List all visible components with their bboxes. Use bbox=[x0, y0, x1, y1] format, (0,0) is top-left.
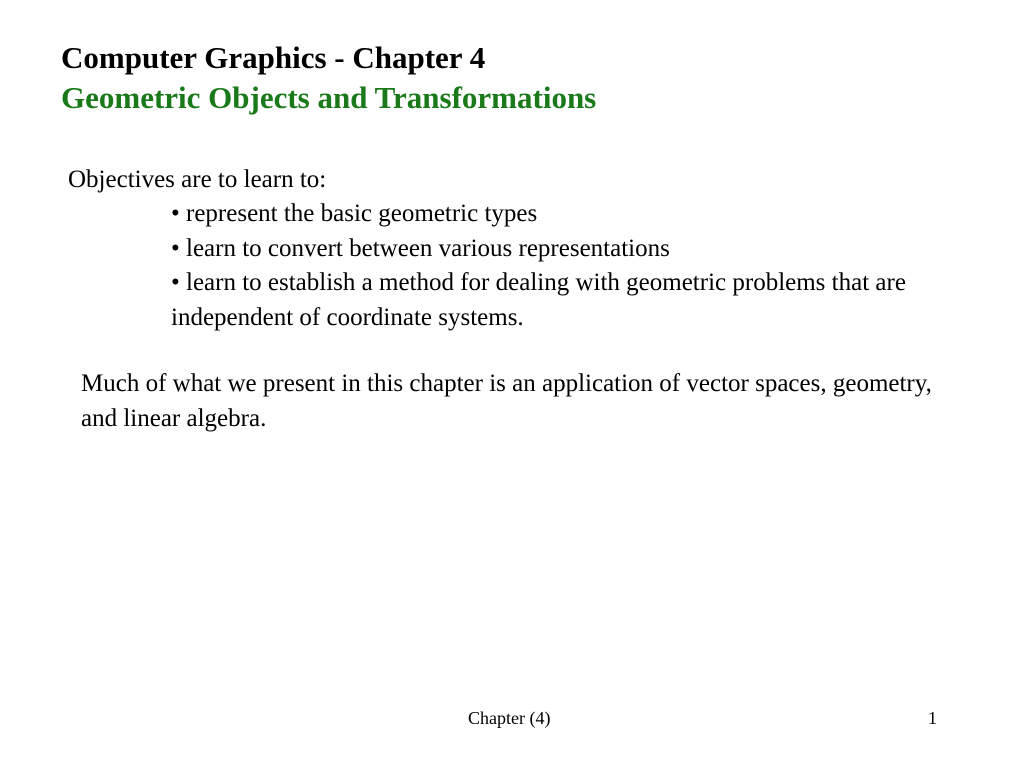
objective-item: • learn to establish a method for dealing with geometric problems that are independent of coordinate systems. bbox=[171, 269, 906, 331]
summary-paragraph: Much of what we present in this chapter is an application of vector spaces, geometry, and linear algebra. bbox=[81, 370, 932, 432]
objectives-list bbox=[171, 197, 971, 335]
objective-item: • learn to convert between various representations bbox=[171, 234, 670, 262]
slide-title: Computer Graphics - Chapter 4 bbox=[61, 40, 486, 75]
objectives-intro: Objectives are to learn to: bbox=[68, 166, 327, 193]
objective-item: • represent the basic geometric types bbox=[171, 200, 538, 227]
slide-subtitle: Geometric Objects and Transformations bbox=[61, 80, 597, 115]
footer-chapter-label: Chapter (4) bbox=[468, 708, 551, 728]
footer-page-number: 1 bbox=[928, 708, 937, 728]
